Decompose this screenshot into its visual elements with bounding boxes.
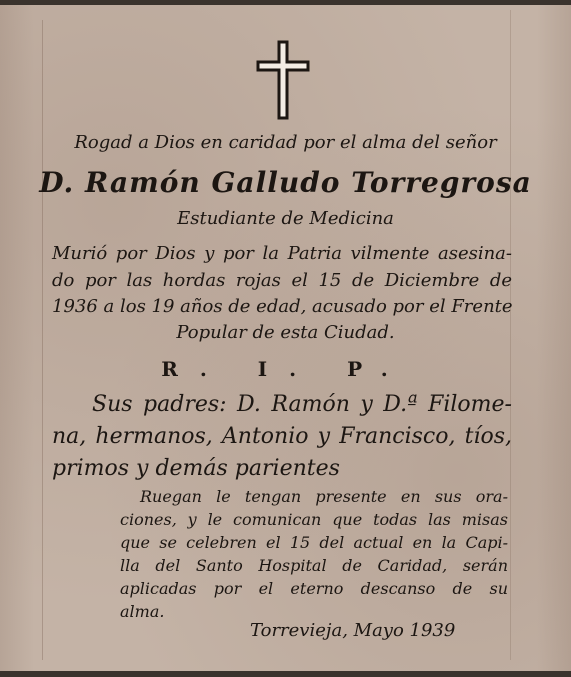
rip-heading: R. I. P. — [161, 357, 410, 381]
card-bottom-edge — [0, 671, 571, 677]
request-text-line: que se celebren el 15 del actual en la Capi- — [120, 533, 508, 552]
latin-cross-icon — [256, 40, 310, 120]
intro-line: Rogad a Dios en caridad por el alma del señor — [74, 132, 497, 153]
death-text-line: Popular de esta Ciudad. — [176, 322, 395, 343]
request-text-line: lla del Santo Hospital de Caridad, serán — [120, 556, 508, 575]
death-text-line: Murió por Dios y por la Patria vilmente asesina- — [52, 243, 512, 264]
request-text-line: Ruegan le tengan presente en sus ora- — [140, 487, 508, 506]
family-text-line: na, hermanos, Antonio y Francisco, tíos, — [52, 424, 512, 449]
request-text-line: aplicadas por el eterno descanso de su — [120, 579, 508, 598]
request-text-line: alma. — [120, 602, 165, 621]
card-top-edge — [0, 0, 571, 5]
death-text-line: do por las hordas rojas el 15 de Diciembre de — [52, 270, 512, 291]
deceased-name: D. Ramón Galludo Torregrosa — [39, 166, 532, 199]
place-and-date: Torrevieja, Mayo 1939 — [250, 620, 456, 641]
family-text-line: Sus padres: D. Ramón y D.ª Filome- — [92, 392, 512, 417]
request-text-line: ciones, y le comunican que todas las misas — [120, 510, 508, 529]
deceased-occupation: Estudiante de Medicina — [177, 208, 394, 229]
family-text-line: primos y demás parientes — [52, 456, 340, 481]
death-text-line: 1936 a los 19 años de edad, acusado por el Frente — [52, 296, 513, 317]
